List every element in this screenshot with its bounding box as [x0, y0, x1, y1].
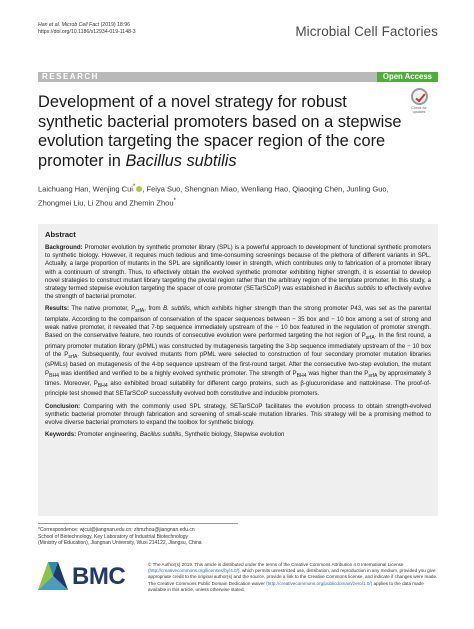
abstract-results: Results: The native promoter, $P_{srfA}$, from B. subtilis, which exhibits higher strength than the strong promoter P43, was set as the parental template. According to the comparison of conservation of the spacer sequences between − 35 box and − 10 box among a set of strong and weak native promoter, it revealed that 7-bp sequence immediately upstream of the − 10 box featured in the regulation of promoter strength. Based on the conservative feature, two rounds of consecutive evolution were performed targeting the hot region of $P_{srfA}$. In the first round, a primary promoter mutation library (pPML) was constructed by mutagenesis targeting the 3-bp sequence immediately upstream of the − 10 box of the $P_{srfA}$. Subsequently, four evolved mutants from pPML were selected to construction of four secondary promoter mutation libraries (sPMLs) based on mutagenesis of the 4-bp sequence upstream of the first-round target. After the consecutive two-step evolution, the mutant $P_{BH4}$ was identified and verified to be a highly evolved synthetic promoter. The strength of $P_{BH4}$ was higher than the $P_{srfA}$ by approximately 3 times. Moreover, $P_{BH4}$ also exhibited broad suitability for different cargo proteins, such as β-glucuronidase and nattokinase. The proof-of-principle test showed that SETarSCoP successfully evolved both constitutive and inducible promoters. [45, 305, 432, 398]
license-link-cc0[interactable]: (http://creativecommons.org/publicdomain/zero/1.0/) [266, 580, 373, 586]
section-band [38, 72, 438, 82]
affiliation-line-2: (Ministry of Education), Jiangnan University, Wuxi 214122, Jiangsu, China [38, 540, 202, 547]
section-label: RESEARCH [42, 72, 99, 81]
affiliation-line-1: School of Biotechnology, Key Laboratory of Industrial Biotechnology [38, 533, 188, 540]
abstract-keywords: Keywords: Promoter engineering, Bacillus subtilis, Synthetic biology, Stepwise evolution [45, 431, 285, 439]
doi-link[interactable]: https://doi.org/10.1186/s12934-019-1148-3 [38, 29, 136, 35]
author-line-1: Laichuang Han, Wenjing Cui* , Feiya Suo, Shengnan Miao, Wenliang Hao, Qiaoqing Chen, Junling Guo, [38, 183, 389, 194]
license-statement: © The Author(s) 2019. This article is distributed under the terms of the Creative Commons Attribution 4.0 International License (http://creativecommons.org/licenses/by/4.0/), which permits unrestricted use, distribution, and reproduction in any medium, provided you give appropriate credit to the original author(s) and the source, provide a link to the Creative Commons license, and indicate if changes were made. The Creative Commons Public Domain Dedication waiver (http://creativecommons.org/publicdomain/zero/1.0/) applies to the data made available in this article, unless otherwise stated. [148, 562, 438, 592]
crossmark-icon [411, 88, 428, 105]
citation-line-1: Han et al. Microb Cell Fact (2019) 18:96 [38, 22, 130, 28]
crossmark-label: Check for updates [411, 106, 427, 114]
author-line-2: Zhongmei Liu, Li Zhou and Zhemin Zhou* [38, 196, 176, 207]
abstract-conclusion: Conclusion: Comparing with the commonly used SPL strategy, SETarSCoP facilitates the evolution process to obtain strength-evolved synthetic bacterial promoter through fabrication and screening of small-scale mutation libraries. This strategy will be a promising method to evolve diverse bacterial promoters to expand the toolbox for synthetic biology. [45, 402, 431, 426]
journal-name: Microbial Cell Factories [295, 24, 438, 39]
bmc-logo-text: BMC [72, 563, 126, 590]
bmc-logo-icon [38, 562, 68, 590]
abstract-heading: Abstract [45, 230, 76, 239]
open-access-badge: Open Access [377, 72, 438, 82]
abstract-box [38, 224, 438, 516]
bmc-logo [38, 562, 138, 592]
correspondence-footnote [38, 523, 238, 547]
author-list [38, 181, 438, 208]
abstract-background: Background: Promoter evolution by synthetic promoter library (SPL) is a powerful approach to development of functional synthetic promoters to synthetic biology. However, it requires much tedious and time-consuming screenings because of the plethora of different variants in SPL. Actually, a large proportion of mutants in the SPL are significantly lower in strength, which contributes only to fabrication of a promoter library with a continuum of strength. Thus, to effectively obtain the evolved synthetic promoter exhibiting higher strength, it is essential to develop novel strategies to construct mutant library targeting the pivotal region rather than the arbitrary region of the template promoter. In this study, a strategy termed stepwise evolution targeting the spacer of core promoter (SETarSCoP) was established in Bacillus subtilis to effectively evolve the strength of bacterial promoter. [45, 244, 431, 301]
correspondence-emails[interactable]: *Correspondence: wjcui@jiangnan.edu.cn; zhmzhou@jiangnan.edu.cn [38, 527, 195, 533]
article-title: Development of a novel strategy for robust synthetic bacterial promoters based on a stepwise evolution targeting the spacer region of the core promoter in Bacillus subtilis [38, 93, 402, 170]
citation-block [38, 22, 136, 36]
license-link-cc-by[interactable]: (http://creativecommons.org/licenses/by/4.0/) [148, 568, 240, 574]
